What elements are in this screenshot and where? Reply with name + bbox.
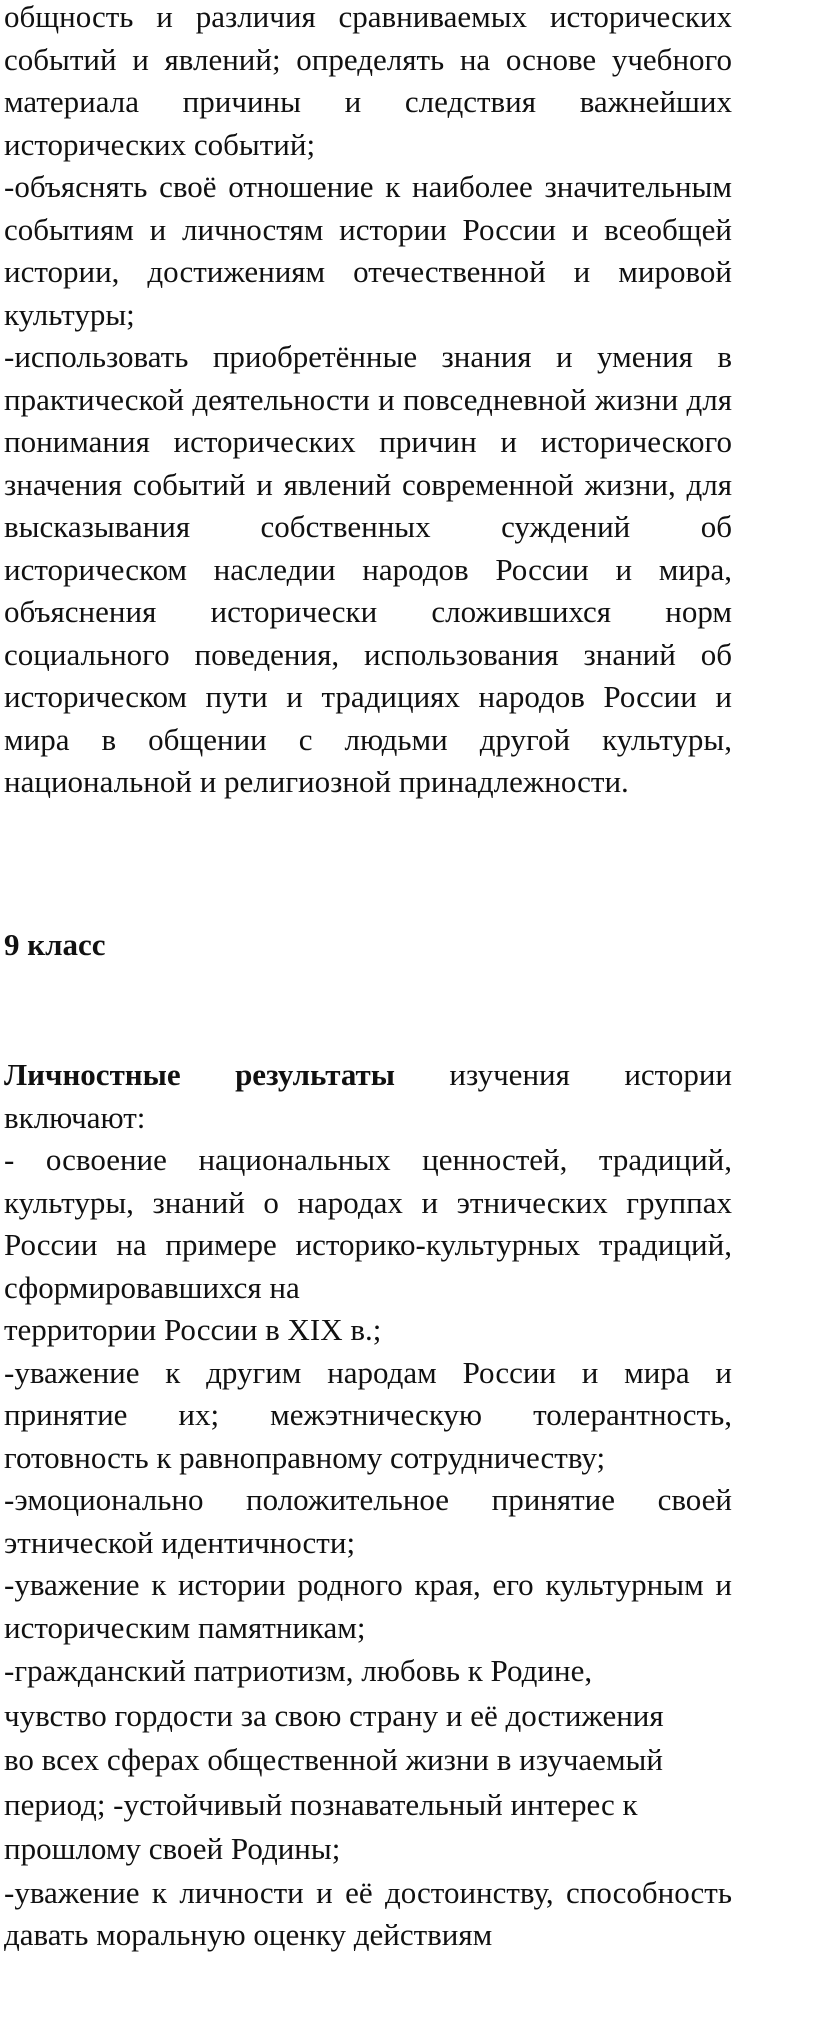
result-item: чувство гордости за свою страну и её достижения [4,1697,664,1733]
result-item: прошлому своей Родины; [4,1831,341,1866]
result-item: -уважение к истории родного края, его культурным и историческим памятникам; [4,1567,732,1645]
result-item: во всех сферах общественной жизни в изучаемый [4,1742,663,1777]
paragraph-knowledge-use: -использовать приобретённые знания и умения в практической деятельности и повседневной жизни для понимания исторических причин и исторического значения событий и явлений современной жизни, для высказывания собственных суждений об историческом наследии народов России и мира, объяснения исторически сложившихся норм социального поведения, использования знаний об историческом пути и традициях народов России и мира в общении с людьми другой культуры, национальной и религиозной принадлежности. [4,339,732,799]
result-item: -гражданский патриотизм, любовь к Родине, [4,1653,593,1688]
top-text-block [4,0,732,804]
result-item: -уважение к личности и её достоинству, способность давать моральную оценку действиям [4,1874,732,1952]
paragraph-analysis: общность и различия сравниваемых исторических событий и явлений; определять на основе учебного материала причины и следствия важнейших исторических событий; [4,0,732,162]
result-item: - освоение национальных ценностей, традиций, культуры, знаний о народах и этнических группах России на примере историко-культурных традиций, сформировавшихся на [4,1142,732,1305]
result-item: территории России в XIX в.; [4,1312,382,1347]
grade-heading: 9 класс [4,926,106,962]
result-item: период; -устойчивый познавательный интерес к [4,1786,638,1822]
result-item: -эмоционально положительное принятие своей этнической идентичности; [4,1482,732,1560]
personal-results-label: Личностные результаты [4,1057,395,1092]
result-item: -уважение к другим народам России и мира и принятие их; межэтническую толерантность, готовность к равноправному сотрудничеству; [4,1354,732,1475]
personal-results-lead: изучения истории включают: [4,1057,732,1135]
paragraph-attitude: -объяснять своё отношение к наиболее значительным событиям и личностям истории России и всеобщей истории, достижениям отечественной и мировой культуры; [4,169,732,332]
personal-results-intro [4,1054,732,1139]
